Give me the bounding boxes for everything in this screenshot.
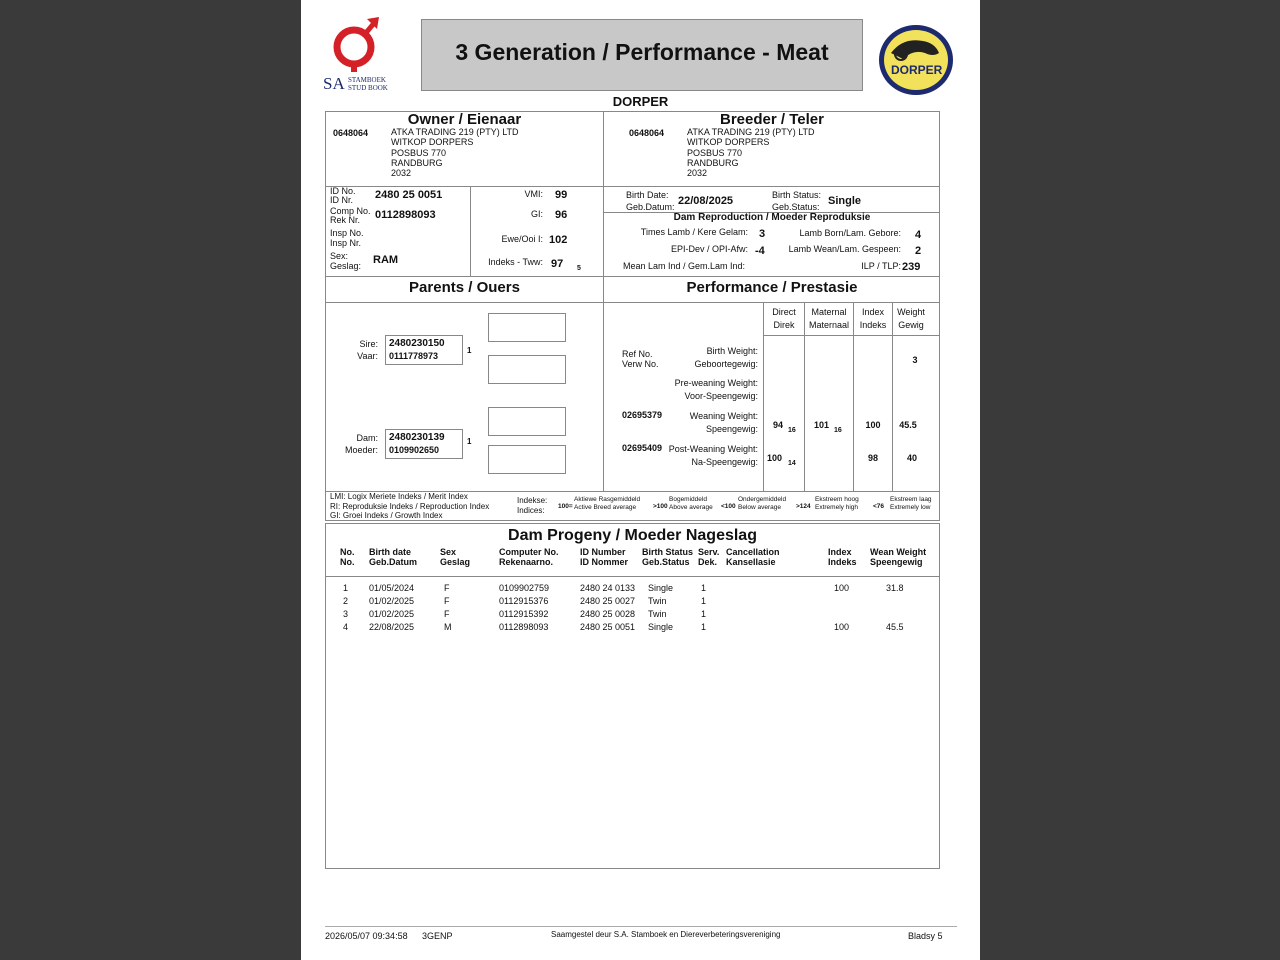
footer-code: 3GENP bbox=[422, 931, 453, 941]
progeny-col-header: Birth date Geb.Datum bbox=[369, 547, 418, 567]
breeder-code: 0648064 bbox=[629, 128, 665, 138]
legend-lines: LMI: Logix Meriete Indeks / Merit Index RI: Reproduksie Indeks / Reproduction Index GI: Groei Indeks / Growth Index bbox=[330, 492, 490, 520]
dam-sire-box[interactable] bbox=[488, 407, 566, 436]
times-lamb-value: 3 bbox=[759, 228, 766, 240]
lamb-born-label: Lamb Born/Lam. Gebore: bbox=[799, 228, 901, 238]
comp-value: 0112898093 bbox=[375, 209, 436, 221]
legend-indekse-label: Indekse: Indices: bbox=[517, 496, 548, 515]
epi-label: EPI-Dev / OPI-Afw: bbox=[670, 244, 748, 254]
dam-id-box[interactable]: 2480230139 0109902650 bbox=[385, 429, 463, 459]
parents-heading: Parents / Ouers bbox=[409, 279, 520, 296]
studbook-symbol-icon bbox=[321, 16, 401, 72]
performance-heading: Performance / Prestasie bbox=[686, 279, 858, 296]
perf-col-index: Index Indeks bbox=[859, 307, 887, 330]
sire-label: Sire: Vaar: bbox=[357, 339, 378, 361]
perf-row-label: Post-Weaning Weight: Na-Speengewig: bbox=[668, 444, 758, 467]
table-row: 1 01/05/2024 F 0109902759 2480 24 0133 Single 1 100 31.8 bbox=[343, 583, 904, 593]
perf-row-label: Birth Weight: Geboortegewig: bbox=[694, 346, 758, 369]
perf-weight-value: 40 bbox=[906, 453, 917, 463]
progeny-col-header: Index Indeks bbox=[828, 547, 857, 567]
perf-maternal-sub: 16 bbox=[834, 427, 842, 434]
legend-key: 100= bbox=[558, 503, 573, 510]
legend-desc: Aktiewe Rasgemiddeld Active Breed average bbox=[574, 496, 641, 511]
progeny-box bbox=[325, 523, 940, 869]
ewe-label: Ewe/Ooi I: bbox=[501, 234, 543, 244]
perf-ref-value: 02695379 bbox=[622, 410, 663, 420]
footer-divider bbox=[325, 926, 957, 927]
perf-direct-value: 94 bbox=[773, 420, 784, 430]
ewe-value: 102 bbox=[549, 234, 568, 246]
ilp-label: ILP / TLP: bbox=[861, 261, 901, 271]
perf-col-maternal: Maternal Maternaal bbox=[808, 307, 850, 330]
sire-sire-box[interactable] bbox=[488, 313, 566, 342]
breeder-heading: Breeder / Teler bbox=[720, 111, 824, 128]
perf-index-value: 98 bbox=[867, 453, 878, 463]
indeks-value: 97 bbox=[551, 258, 564, 270]
sex-value: RAM bbox=[373, 254, 399, 266]
table-row: 3 01/02/2025 F 0112915392 2480 25 0028 Twin 1 bbox=[343, 609, 707, 619]
times-lamb-label: Times Lamb / Kere Gelam: bbox=[640, 227, 748, 237]
owner-address: ATKA TRADING 219 (PTY) LTD WITKOP DORPERS POSBUS 770 RANDBURG 2032 bbox=[391, 127, 519, 179]
progeny-col-header: ID Number ID Nommer bbox=[580, 547, 629, 567]
birth-date-value: 22/08/2025 bbox=[678, 195, 734, 207]
mean-lamb-label: Mean Lam Ind / Gem.Lam Ind: bbox=[623, 261, 746, 271]
footer-page: Bladsy 5 bbox=[908, 931, 943, 941]
vmi-value: 99 bbox=[555, 189, 568, 201]
legend-desc: Ondergemiddeld Below average bbox=[738, 496, 787, 511]
dam-label: Dam: Moeder: bbox=[344, 433, 378, 455]
lamb-wean-label: Lamb Wean/Lam. Gespeen: bbox=[788, 244, 901, 254]
lamb-wean-value: 2 bbox=[915, 245, 922, 257]
progeny-col-header: Serv. Dek. bbox=[698, 547, 720, 567]
epi-value: -4 bbox=[755, 245, 765, 257]
perf-direct-value: 100 bbox=[767, 453, 783, 463]
table-row: 2 01/02/2025 F 0112915376 2480 25 0027 Twin 1 bbox=[343, 596, 707, 606]
breeder-address: ATKA TRADING 219 (PTY) LTD WITKOP DORPERS POSBUS 770 RANDBURG 2032 bbox=[687, 127, 815, 179]
perf-col-weight: Weight Gewig bbox=[897, 307, 925, 330]
gi-label: GI: bbox=[530, 209, 543, 219]
id-label: ID No. ID Nr. bbox=[330, 186, 356, 205]
table-row: 4 22/08/2025 M 0112898093 2480 25 0051 Single 1 100 45.5 bbox=[343, 622, 904, 632]
vmi-label: VMI: bbox=[524, 189, 543, 199]
progeny-col-header: Cancellation Kansellasie bbox=[726, 547, 780, 567]
sire-id-box[interactable]: 2480230150 0111778973 bbox=[385, 335, 463, 365]
perf-row-label: Pre-weaning Weight: Voor-Speengewig: bbox=[674, 378, 758, 401]
legend-key: <76 bbox=[873, 503, 885, 510]
breed-name: DORPER bbox=[612, 94, 669, 109]
gi-value: 96 bbox=[555, 209, 568, 221]
progeny-col-header: Birth Status Geb.Status bbox=[642, 547, 694, 567]
birth-date-label: Birth Date: Geb.Datum: bbox=[626, 190, 675, 212]
page-title: 3 Generation / Performance - Meat bbox=[455, 39, 829, 65]
dam-repro-heading: Dam Reproduction / Moeder Reproduksie bbox=[673, 212, 871, 223]
comp-label: Comp No. Rek Nr. bbox=[330, 206, 371, 225]
dorper-ram-icon bbox=[877, 23, 955, 97]
birth-status-label: Birth Status: Geb.Status: bbox=[772, 190, 822, 212]
sex-label: Sex: Geslag: bbox=[330, 251, 362, 271]
logo-studbook-text: STAMBOEK STUD BOOK bbox=[348, 76, 388, 92]
perf-col-direct: Direct Direk bbox=[772, 307, 796, 330]
ilp-value: 239 bbox=[902, 261, 921, 273]
legend-desc: Bogemiddeld Above average bbox=[669, 496, 713, 511]
id-value: 2480 25 0051 bbox=[375, 189, 443, 201]
footer-center: Saamgestel deur S.A. Stamboek en Diereverbeteringsvereniging bbox=[551, 930, 781, 939]
legend-desc: Ekstreem laag Extremely low bbox=[890, 496, 932, 511]
progeny-heading: Dam Progeny / Moeder Nageslag bbox=[508, 527, 757, 544]
birth-status-value: Single bbox=[828, 195, 862, 207]
legend-desc: Ekstreem hoog Extremely high bbox=[815, 496, 859, 511]
lamb-born-value: 4 bbox=[915, 229, 922, 241]
document-page bbox=[301, 0, 980, 960]
progeny-col-header: Sex Geslag bbox=[440, 547, 471, 567]
ref-no-label: Ref No. Verw No. bbox=[622, 349, 659, 369]
perf-direct-sub: 14 bbox=[788, 460, 796, 467]
owner-code: 0648064 bbox=[333, 128, 369, 138]
legend-key: <100 bbox=[721, 503, 736, 510]
dorper-logo-text: DORPER bbox=[891, 63, 943, 77]
footer-datetime: 2026/05/07 09:34:58 bbox=[325, 931, 408, 941]
perf-weight-value: 3 bbox=[912, 355, 918, 365]
page-title-box bbox=[421, 19, 863, 91]
logo-sa-text: SA bbox=[323, 74, 345, 93]
owner-heading: Owner / Eienaar bbox=[407, 111, 522, 128]
insp-label: Insp No. Insp Nr. bbox=[330, 228, 364, 248]
perf-weight-value: 45.5 bbox=[899, 420, 917, 430]
sa-studbook-logo bbox=[321, 16, 401, 94]
progeny-col-header: Computer No. Rekenaarno. bbox=[499, 547, 559, 567]
sire-dam-box[interactable] bbox=[488, 355, 566, 384]
perf-index-value: 100 bbox=[865, 420, 881, 430]
dam-mark: 1 bbox=[467, 437, 472, 446]
dam-dam-box[interactable] bbox=[488, 445, 566, 474]
perf-maternal-value: 101 bbox=[814, 420, 830, 430]
indeks-label: Indeks - Tww: bbox=[488, 257, 543, 267]
progeny-col-header: Wean Weight Speengewig bbox=[870, 547, 927, 567]
legend-key: >100 bbox=[653, 503, 668, 510]
legend-key: >124 bbox=[796, 503, 811, 510]
dorper-logo bbox=[877, 23, 955, 97]
sire-mark: 1 bbox=[467, 346, 472, 355]
perf-ref-value: 02695409 bbox=[622, 443, 663, 453]
indeks-sub: 5 bbox=[577, 265, 581, 272]
perf-direct-sub: 16 bbox=[788, 427, 796, 434]
perf-row-label: Weaning Weight: Speengewig: bbox=[689, 411, 758, 434]
progeny-col-header: No. No. bbox=[340, 547, 355, 567]
